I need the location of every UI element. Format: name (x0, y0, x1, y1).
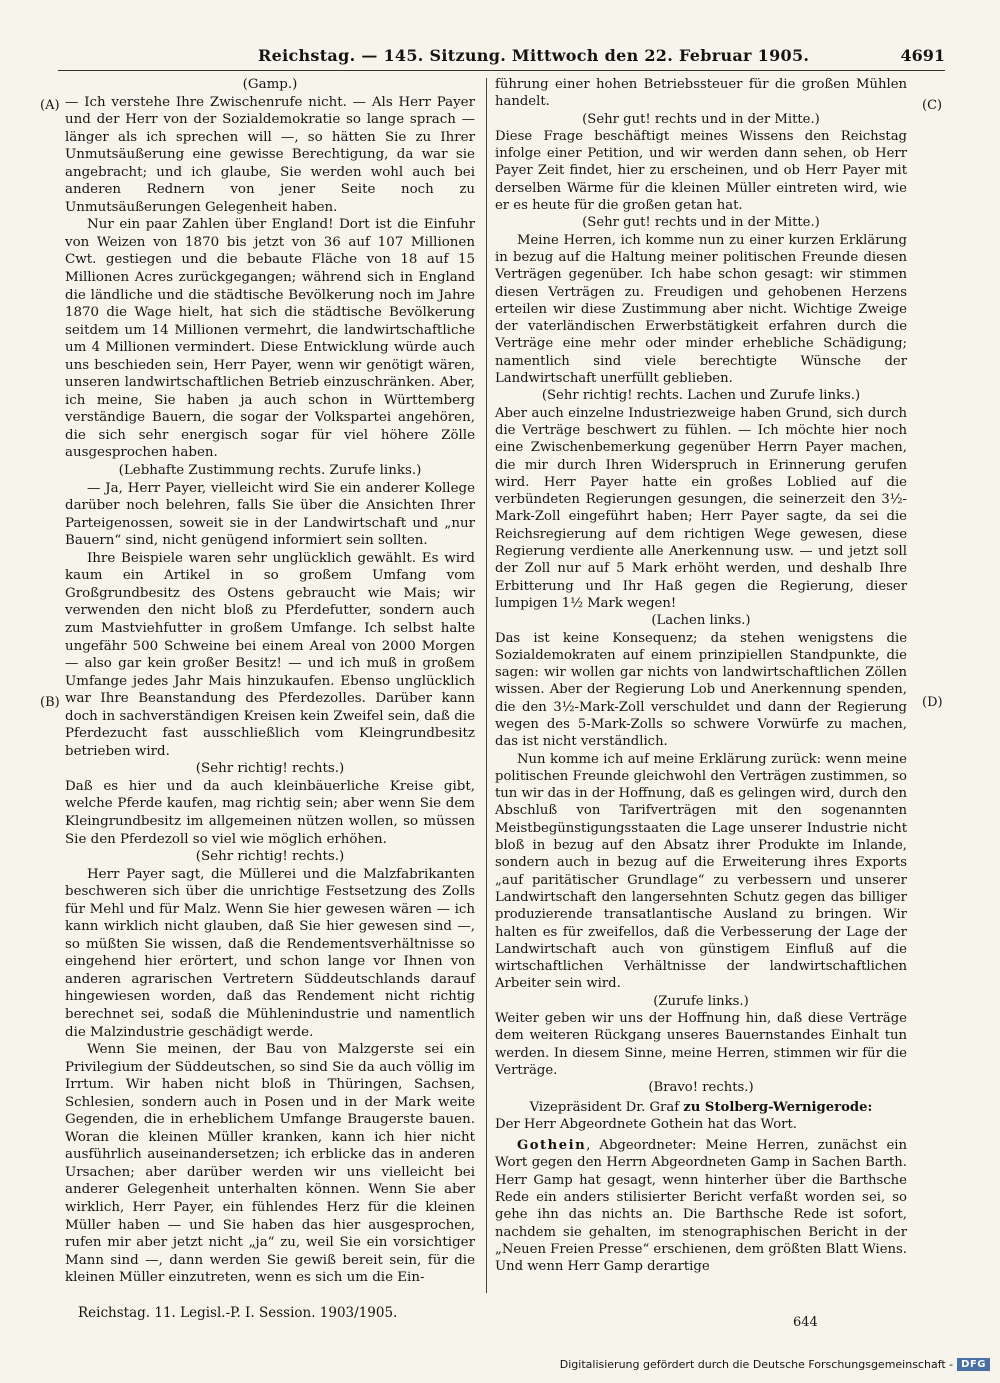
interjection: (Sehr richtig! rechts.) (195, 761, 345, 777)
paragraph: Wenn Sie meinen, der Bau von Malzgerste sei ein Privilegium der Süddeutschen, so sind Sie da auch völlig im Irrtum. Wir haben nicht bloß in Thüringen, Sachsen, Schlesien, sondern auch in Posen und in der Mark weite Gegenden, die in erheblichem Umfange Braugerste bauen. Woran die kleinen Müller kranken, kann ich hier nicht ausführlich auseinandersetzen; ich erblicke das in anderen Ursachen; aber darüber werden wir uns vielleicht bei anderer Gelegenheit unterhalten können. Wenn Sie aber wirklich, Herr Payer, ein fühlendes Herz für die kleinen Müller haben — und Sie haben das hier ausgesprochen, rufen mir aber jetzt nicht „ja“ zu, weil Sie ein vorsichtiger Mann sind —, dann werden Sie gewiß bereit sein, für die kleinen Müller einzutreten, wenn es sich um die Ein- (65, 1042, 475, 1286)
header-title: Reichstag. — 145. Sitzung. Mittwoch den 22. Februar 1905. (258, 46, 810, 65)
footer-signature: 644 (793, 1315, 818, 1330)
right-column-paragraphs (495, 76, 907, 1097)
interjection: (Sehr gut! rechts und in der Mitte.) (582, 215, 820, 231)
page-number: 4691 (900, 46, 945, 65)
interjection: (Gamp.) (242, 77, 298, 92)
footer-session: Reichstag. 11. Legisl.-P. I. Session. 1903/1905. (78, 1305, 398, 1321)
interjection: (Sehr richtig! rechts.) (195, 849, 345, 865)
digitization-credit (560, 1358, 990, 1371)
left-column (65, 76, 475, 1287)
speaker-name: Gothein (517, 1138, 587, 1154)
interjection: (Sehr gut! rechts und in der Mitte.) (582, 111, 820, 127)
paragraph: — Ja, Herr Payer, vielleicht wird Sie ein anderer Kollege darüber noch belehren, falls Sie über die Ansichten Ihrer Parteigenossen, soweit sie in der Landwirtschaft und „nur Bauern“ sind, nicht genügend informiert sein sollten. (65, 480, 475, 549)
margin-mark-b: (B) (40, 695, 60, 710)
interjection: (Bravo! rechts.) (648, 1080, 754, 1096)
gothein-text: , Abgeordneter: Meine Herren, zunächst ein Wort gegen den Herrn Abgeordneten Gamp in Sachen Barth. Herr Gamp hat gesagt, wenn hinterher über die Barthsche Rede ein anders stilisierter Bericht verfaßt worden sei, so gehe ihn das nichts an. Die Barthsche Rede ist sofort, nachdem sie gehalten, im stenographischen Bericht in der „Neuen Freien Presse“ erschienen, dem größten Blatt Wiens. Und wenn Herr Gamp derartige (495, 1138, 907, 1275)
paragraph: Meine Herren, ich komme nun zu einer kurzen Erklärung in bezug auf die Haltung meiner politischen Freunde diesen Verträgen gegenüber. Ich habe schon gesagt: wir stimmen diesen Verträgen zu. Freudigen und gehobenen Herzens erteilen wir diese Zustimmung aber nicht. Wichtige Zweige der vaterländischen Erwerbstätigkeit erfahren durch die Verträge eine mehr oder minder erhebliche Schädigung; namentlich sind viele berechtigte Wünsche der Landwirtschaft unerfüllt geblieben. (495, 232, 907, 387)
paragraph: Nur ein paar Zahlen über England! Dort ist die Einfuhr von Weizen von 1870 bis jetzt von 36 auf 107 Millionen Cwt. gestiegen und die bebaute Fläche von 18 auf 15 Millionen Acres zurückgegangen; während sich in England die ländliche und die städtische Bevölkerung noch im Jahre 1870 die Wage hielt, hat sich die städtische Bevölkerung seitdem um 14 Millionen vermehrt, die landwirtschaftliche um 4 Millionen vermindert. Diese Entwicklung würde auch uns beschieden sein, Herr Payer, wenn wir genötigt wären, unseren landwirtschaftlichen Betrieb einzuschränken. Aber, ich meine, Sie haben ja auch schon in Württemberg verständige Bauern, die sogar der Volkspartei angehören, die sich sehr energisch sogar für viel höhere Zölle ausgesprochen haben. (65, 217, 475, 461)
interjection: (Sehr richtig! rechts. Lachen und Zurufe links.) (541, 388, 861, 404)
paragraph: Daß es hier und da auch kleinbäuerliche Kreise gibt, welche Pferde kaufen, mag richtig sein; aber wenn Sie dem Kleingrundbesitz im allgemeinen nützen wollen, so müssen Sie den Pferdezoll so viel wie möglich erhöhen. (65, 778, 475, 847)
paragraph: — Ich verstehe Ihre Zwischenrufe nicht. — Als Herr Payer und der Herr von der Sozialdemokratie so lange sprach — länger als ich sprechen will —, so hätten Sie zu Ihrer Unmutsäußerung eine gewisse Berechtigung, da war sie angebracht; und ich glaube, Sie werden wohl auch bei anderen Rednern von jener Seite noch zu Unmutsäußerungen Gelegenheit haben. (65, 94, 475, 215)
paragraph: Weiter geben wir uns der Hoffnung hin, daß diese Verträge dem weiteren Rückgang unseres Bauernstandes Einhalt tun werden. In diesem Sinne, meine Herren, stimmen wir für die Verträge. (495, 1011, 907, 1078)
running-header (58, 44, 945, 71)
right-column (495, 76, 907, 1275)
gothein-speech (495, 1137, 907, 1275)
vice-president-intro: Vizepräsident Dr. Graf (529, 1099, 684, 1115)
paragraph: Diese Frage beschäftigt meines Wissens den Reichstag infolge einer Petition, und wir werden dann sehen, ob Herr Payer Zeit findet, hier zu erscheinen, und ob Herr Payer mit derselben Wärme für die kleinen Müller eintreten wird, wie er es heute für die großen getan hat. (495, 128, 907, 214)
paragraph: Herr Payer sagt, die Müllerei und die Malzfabrikanten beschweren sich über die unrichtige Festsetzung des Zolls für Mehl und für Malz. Wenn Sie hier gewesen wären — ich kann wirklich nicht glauben, daß Sie hier gewesen sind —, so müßten Sie wissen, daß die Rendementsverhältnisse so eingehend hier erörtert, und schon lange vor Ihnen von anderen agrarischen Vertretern Süddeutschlands darauf hingewiesen worden, daß das Rendement nicht richtig berechnet sei, sodaß die Mühlenindustrie und namentlich die Malzindustrie geschädigt werde. (65, 866, 475, 1040)
vice-president-name: zu Stolberg-Wernigerode: (683, 1099, 873, 1115)
margin-mark-c: (C) (922, 98, 943, 113)
paragraph: Aber auch einzelne Industriezweige haben Grund, sich durch die Verträge beschwert zu fühlen. — Ich möchte hier noch eine Zwischenbemerkung gegenüber Herrn Payer machen, die mir durch Ihren Widerspruch in Erinnerung gerufen wird. Herr Payer hatte ein großes Loblied auf die verbündeten Regierungen gesungen, die seinerzeit den 3½-Mark-Zoll eingeführt haben; Herr Payer sagte, da sei die Reichsregierung auf dem richtigen Wege gewesen, diese Regierung verdiente alle Anerkennung usw. — und jetzt soll der Zoll nur auf 5 Mark erhöht werden, und deshalb Ihre Erbitterung und Ihr Haß gegen die Regierung, dieser lumpigen 1½ Mark wegen! (495, 405, 907, 611)
credit-text: Digitalisierung gefördert durch die Deutsche Forschungsgemeinschaft - (559, 1358, 954, 1371)
interjection: (Lachen links.) (651, 613, 751, 629)
column-divider (486, 78, 487, 1293)
vice-president-line (495, 1099, 907, 1116)
margin-mark-a: (A) (40, 98, 60, 113)
paragraph: Das ist keine Konsequenz; da stehen wenigstens die Sozialdemokraten auf einem prinzipiellen Standpunkte, die sagen: wir wollen gar nichts von landwirtschaftlichen Zöllen wissen. Aber der Regierung Lob und Anerkennung spenden, die den 3½-Mark-Zoll verschuldet und dann der Regierung wegen des 5-Mark-Zolls so schwere Vorwürfe zu machen, das ist nicht verständlich. (495, 630, 907, 750)
paragraph: Nun komme ich auf meine Erklärung zurück: wenn meine politischen Freunde gleichwohl den Verträgen zustimmen, so tun wir das in der Hoffnung, daß es gelingen wird, durch den Abschluß von Tarifverträgen mit den sogenannten Meistbegünstigungsstaaten die Lage unserer Industrie nicht bloß in bezug auf den Absatz ihrer Produkte im Inlande, sondern auch in bezug auf die Erweiterung ihres Exports „auf paritätischer Grundlage“ zu verbessern und unserer Landwirtschaft den langersehnten Schutz gegen das billiger produzierende transatlantische Ausland zu bringen. Wir halten es für zweifellos, daß die Verbesserung der Lage der Landwirtschaft auch von günstigem Einfluß auf die wirtschaftlichen Verhältnisse der landwirtschaftlichen Arbeiter sein wird. (495, 751, 907, 992)
paragraph: führung einer hohen Betriebssteuer für die großen Mühlen handelt. (495, 77, 907, 110)
vice-president-text: Der Herr Abgeordnete Gothein hat das Wort. (495, 1116, 797, 1132)
paragraph: Ihre Beispiele waren sehr unglücklich gewählt. Es wird kaum ein Artikel in so großem Umfang vom Großgrundbesitz des Ostens gebraucht wie Mais; wir verwenden den nicht bloß zu Pferdefutter, sondern auch zum Mastviehfutter in großem Umfange. Ich selbst halte ungefähr 500 Schweine bei einem Areal von 2000 Morgen — also gar kein großer Besitz! — und ich muß in großem Umfange jedes Jahr Mais hinzukaufen. Ebenso unglücklich war Ihre Beanstandung des Pferdezolles. Darüber kann doch in sachverständigen Kreisen kein Zweifel sein, daß die Pferdezucht fast ausschließlich vom Kleingrundbesitz betrieben wird. (65, 550, 475, 759)
margin-mark-d: (D) (922, 695, 943, 710)
interjection: (Zurufe links.) (653, 993, 749, 1009)
dfg-logo: DFG (957, 1358, 990, 1371)
interjection: (Lebhafte Zustimmung rechts. Zurufe links.) (118, 463, 422, 479)
